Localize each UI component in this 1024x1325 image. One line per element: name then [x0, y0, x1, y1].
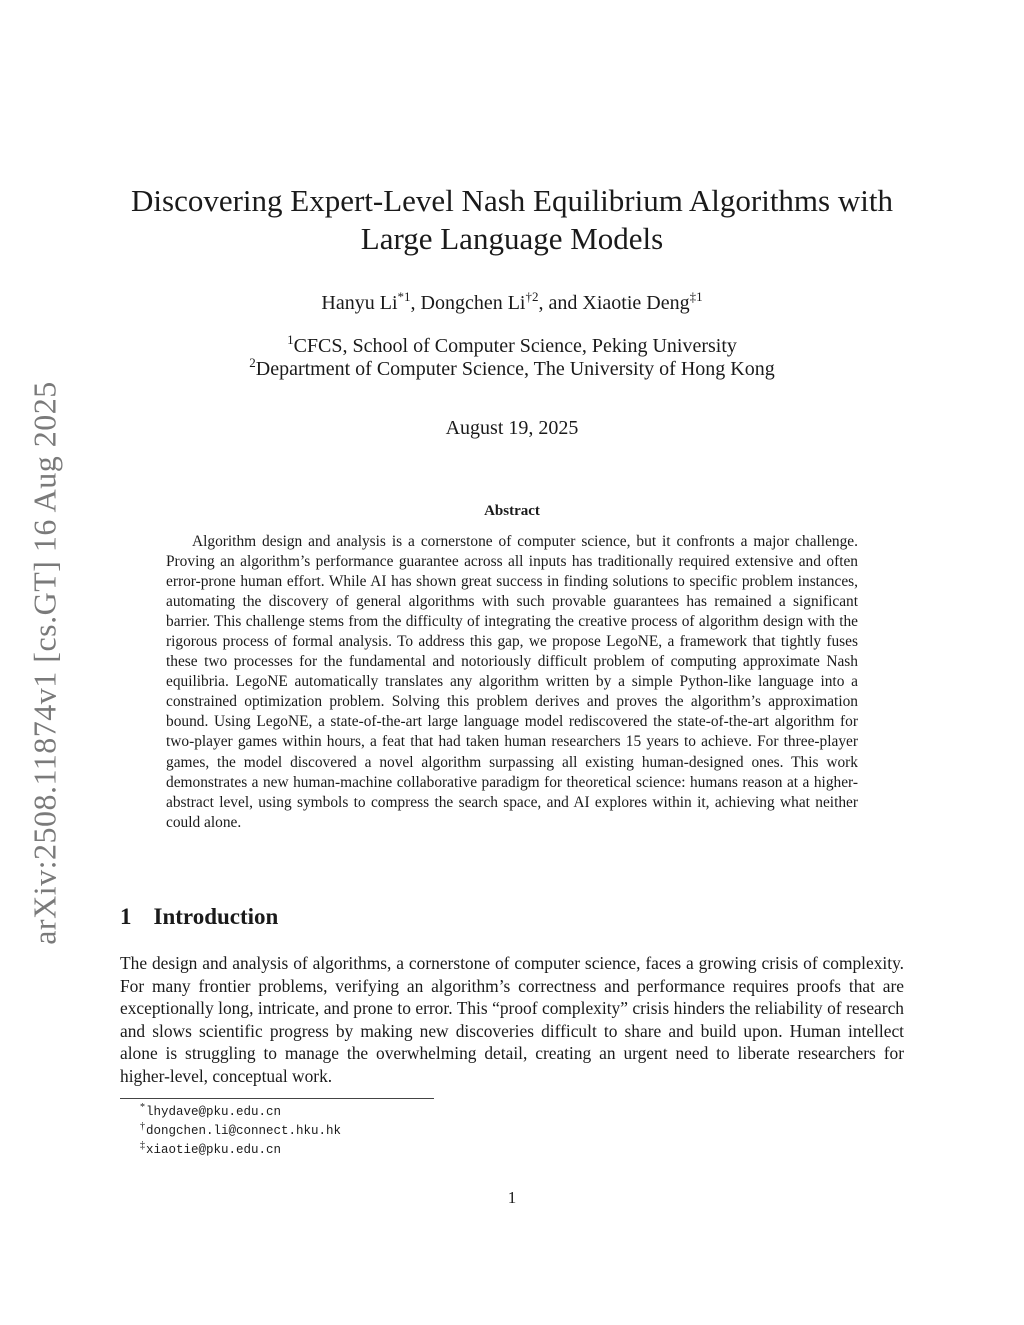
author-mark: †2 [525, 289, 539, 304]
paper-title [0, 182, 1024, 258]
author-list [0, 290, 1024, 316]
footnote-email: dongchen.li@connect.hku.hk [146, 1124, 342, 1138]
footnote [140, 1122, 341, 1141]
affiliation-mark: 2 [249, 355, 256, 370]
author-mark: ‡1 [689, 289, 703, 304]
author-separator: , and [538, 292, 583, 314]
abstract-heading: Abstract [484, 503, 540, 519]
footnote-mark: † [140, 1121, 145, 1132]
section-title: Introduction [153, 904, 279, 929]
section-heading [120, 904, 278, 930]
footnote-email: xiaotie@pku.edu.cn [146, 1143, 282, 1157]
section-number: 1 [120, 904, 132, 929]
abstract-text: Algorithm design and analysis is a cornerstone of computer science, but it confronts a major challenge. Proving an algorithm’s performance guarantee across all inputs has traditionally required extensive and often error-prone human effort. While AI has shown great success in finding solutions to specific problem instances, automating the discovery of general algorithms with such provable guarantees has remained a significant barrier. This challenge stems from the difficulty of integrating the creative process of algorithm design with the rigorous process of formal analysis. To address this gap, we propose LegoNE, a framework that tightly fuses these two processes for the fundamental and notoriously difficult problem of computing approximate Nash equilibria. LegoNE automatically translates any algorithm written by a simple Python-like language into a constrained optimization problem. Solving this problem derives and proves the algorithm’s approximation bound. Using LegoNE, a state-of-the-art large language model rediscovered the state-of-the-art algorithm for two-player games within hours, a feat that had taken human researchers 15 years to achieve. For three-player games, the model discovered a novel algorithm surpassing all existing human-designed ones. This work demonstrates a new human-machine collaborative paradigm for theoretical science: humans reason at a higher-abstract level, using symbols to compress the search space, and AI explores within it, achieving what neither could alone. [166, 533, 858, 831]
affiliation [0, 357, 1024, 381]
arxiv-identifier: arXiv:2508.11874v1 [cs.GT] 16 Aug 2025 [26, 381, 63, 945]
footnote [140, 1103, 341, 1122]
author-name: Dongchen Li [420, 292, 526, 314]
introduction-paragraph: The design and analysis of algorithms, a cornerstone of computer science, faces a growing crisis of complexity. For many frontier problems, verifying an algorithm’s correctness and performance requires proofs that are exceptionally long, intricate, and prone to error. This “proof complexity” crisis hinders the reliability of research and slows scientific progress by making new discoveries difficult to share and build upon. Human intellect alone is struggling to manage the overwhelming detail, creating an urgent need to liberate researchers for higher-level, conceptual work. [120, 953, 904, 1086]
author-name: Hanyu Li [321, 292, 398, 314]
paper-title-line-1: Discovering Expert-Level Nash Equilibrium Algorithms with [131, 183, 893, 218]
author-separator: , [410, 292, 421, 314]
author-name: Xiaotie Deng [582, 292, 690, 314]
footnote-email: lhydave@pku.edu.cn [146, 1105, 282, 1119]
footnote-divider [120, 1098, 434, 1099]
paper-title-line-2: Large Language Models [360, 221, 664, 256]
publication-date: August 19, 2025 [445, 417, 579, 439]
footnote-mark: * [140, 1102, 145, 1113]
footnotes [140, 1103, 341, 1160]
affiliation [0, 334, 1024, 358]
footnote-mark: ‡ [140, 1140, 145, 1151]
page-number: 1 [507, 1188, 517, 1207]
author-mark: *1 [397, 289, 411, 304]
footnote [140, 1141, 341, 1160]
affiliation-mark: 1 [287, 332, 294, 347]
affiliation-text: CFCS, School of Computer Science, Peking University [293, 335, 737, 357]
affiliation-text: Department of Computer Science, The University of Hong Kong [255, 358, 775, 380]
